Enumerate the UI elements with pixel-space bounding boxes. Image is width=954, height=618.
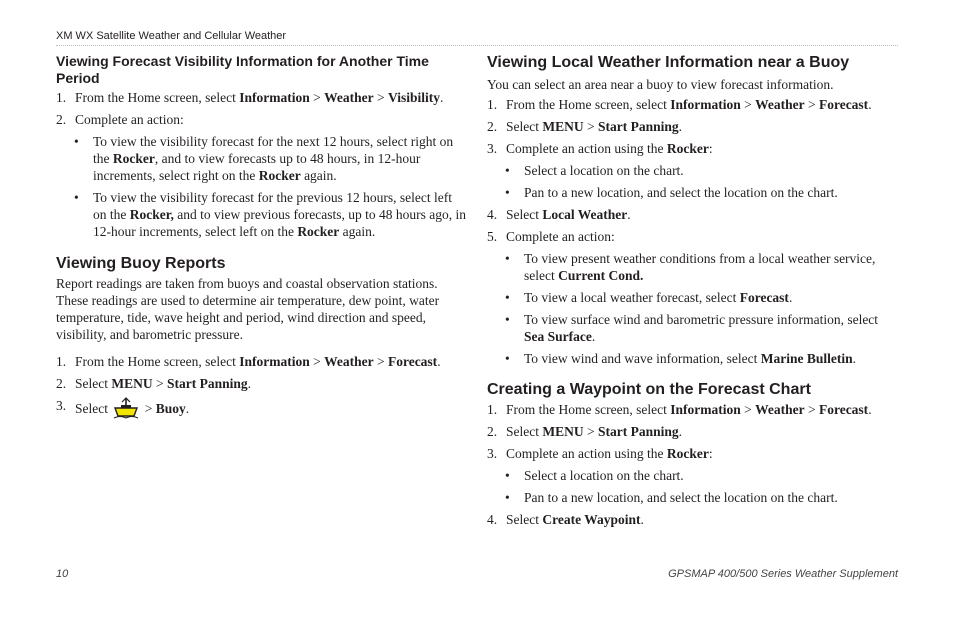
step-2: 2. Select MENU > Start Panning. bbox=[487, 424, 683, 439]
section-heading-local-weather-buoy: Viewing Local Weather Information near a Buoy bbox=[487, 54, 850, 71]
header-divider bbox=[56, 45, 898, 46]
footer-title: GPSMAP 400/500 Series Weather Supplement bbox=[668, 568, 898, 580]
bullet-next-12-hours: • To view the visibility forecast for the next 12 hours, select right on the Rocker, and to view forecasts up to 48 hours, in 12-hour increments, select right on the Rocker again. bbox=[74, 134, 454, 183]
section-heading-create-waypoint: Creating a Waypoint on the Forecast Chart bbox=[487, 381, 811, 398]
step-3: 3. Complete an action using the Rocker: bbox=[487, 446, 713, 461]
step-1: 1. From the Home screen, select Information > Weather > Forecast. bbox=[487, 97, 872, 112]
step-3: 3. Select > Buoy. bbox=[56, 397, 468, 423]
step-2: 2. Complete an action: bbox=[56, 112, 184, 127]
local-weather-intro: You can select an area near a buoy to view forecast information. bbox=[487, 77, 834, 92]
step-3: 3. Complete an action using the Rocker: bbox=[487, 141, 713, 156]
step-4: 4. Select Create Waypoint. bbox=[487, 512, 644, 527]
step-2: 2. Select MENU > Start Panning. bbox=[487, 119, 683, 134]
running-header: XM WX Satellite Weather and Cellular Weather bbox=[56, 30, 287, 42]
bullet-sea-surface: • To view surface wind and barometric pressure information, select Sea Surface. bbox=[505, 312, 879, 344]
bullet-pan-location: • Pan to a new location, and select the location on the chart. bbox=[505, 185, 838, 200]
right-column bbox=[487, 53, 899, 528]
buoy-icon bbox=[113, 397, 139, 423]
bullet-marine-bulletin: • To view wind and wave information, select Marine Bulletin. bbox=[505, 351, 856, 366]
bullet-select-location: • Select a location on the chart. bbox=[505, 468, 684, 483]
section-heading-buoy-reports: Viewing Buoy Reports bbox=[56, 255, 226, 272]
step-1: 1. From the Home screen, select Information > Weather > Forecast. bbox=[487, 402, 872, 417]
step-4: 4. Select Local Weather. bbox=[487, 207, 631, 222]
buoy-reports-intro: Report readings are taken from buoys and coastal observation stations. These readings are used to determine air temperature, dew point, water temperature, tide, wave height and period, wind direction and speed, visibility, and barometric pressure. bbox=[56, 276, 440, 342]
step-2: 2. Select MENU > Start Panning. bbox=[56, 376, 252, 391]
step-5: 5. Complete an action: bbox=[487, 229, 615, 244]
left-column bbox=[56, 53, 468, 423]
section-heading-forecast-visibility: Viewing Forecast Visibility Information for Another Time Period bbox=[56, 53, 429, 86]
bullet-pan-location: • Pan to a new location, and select the location on the chart. bbox=[505, 490, 838, 505]
bullet-forecast: • To view a local weather forecast, select Forecast. bbox=[505, 290, 793, 305]
bullet-current-conditions: • To view present weather conditions from a local weather service, select Current Cond. bbox=[505, 251, 876, 283]
step-1: 1. From the Home screen, select Information > Weather > Forecast. bbox=[56, 354, 441, 369]
step-1: 1. From the Home screen, select Information > Weather > Visibility. bbox=[56, 90, 444, 105]
page-number: 10 bbox=[56, 568, 69, 580]
bullet-previous-12-hours: • To view the visibility forecast for the previous 12 hours, select left on the Rocker, and to view previous forecasts, up to 48 hours ago, in 12-hour increments, select left on the Rocker again. bbox=[74, 190, 466, 239]
bullet-select-location: • Select a location on the chart. bbox=[505, 163, 684, 178]
